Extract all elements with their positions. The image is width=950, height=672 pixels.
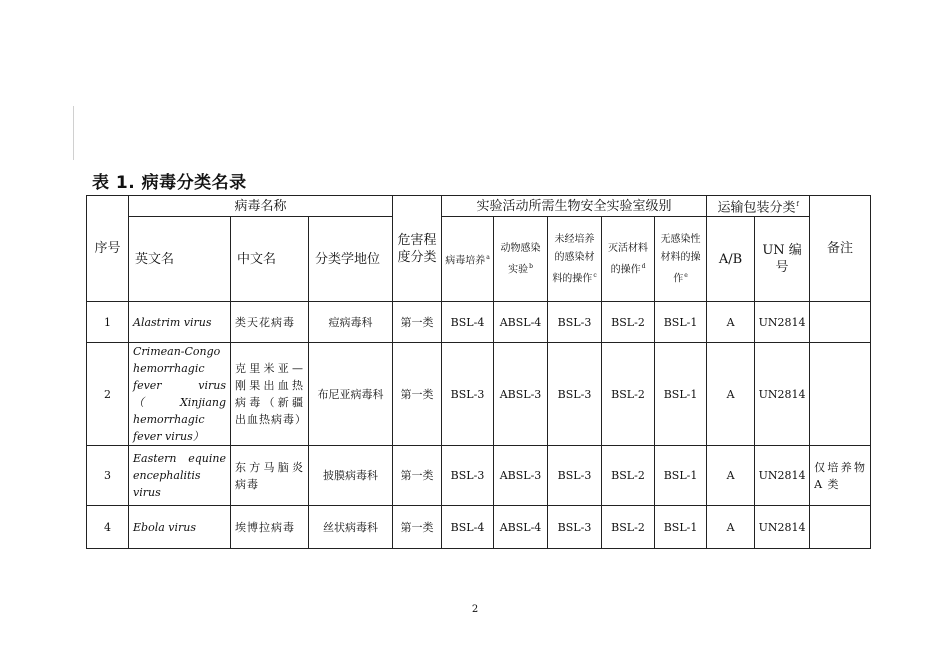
- cell-english-name: Alastrim virus: [129, 302, 231, 343]
- header-chinese-name: 中文名: [231, 217, 309, 302]
- cell-ab: A: [707, 343, 755, 446]
- cell-uncultured: BSL-3: [548, 302, 602, 343]
- header-hazard: 危害程度分类: [393, 196, 442, 302]
- header-culture: [442, 217, 494, 302]
- header-lab-level: 实验活动所需生物安全实验室级别: [442, 196, 707, 217]
- footnote-f: f: [796, 201, 799, 208]
- footnote-b: b: [529, 262, 533, 270]
- virus-table: [86, 195, 871, 549]
- cell-un: UN2814: [755, 506, 810, 549]
- cell-ab: A: [707, 446, 755, 506]
- header-noninfectious-label: 无感染性材料的操作: [660, 233, 701, 284]
- header-uncultured-label: 未经培养的感染材料的操作: [552, 233, 595, 284]
- cell-hazard: 第一类: [393, 302, 442, 343]
- cell-chinese-name: 东方马脑炎病毒: [231, 446, 309, 506]
- cell-animal: ABSL-4: [494, 302, 548, 343]
- cell-un: UN2814: [755, 446, 810, 506]
- cell-hazard: 第一类: [393, 506, 442, 549]
- cell-noninfectious: BSL-1: [655, 506, 707, 549]
- cell-inactivated: BSL-2: [602, 506, 655, 549]
- cell-ab: A: [707, 506, 755, 549]
- cell-no: 4: [87, 506, 129, 549]
- footnote-e: e: [684, 271, 688, 279]
- header-animal-label: 动物感染实验: [500, 242, 541, 275]
- header-inactivated: [602, 217, 655, 302]
- cell-culture: BSL-3: [442, 446, 494, 506]
- cell-english-name: Eastern equine encephalitis virus: [129, 446, 231, 506]
- header-noninfectious: [655, 217, 707, 302]
- cell-remark: 仅培养物 A 类: [810, 446, 871, 506]
- cell-culture: BSL-4: [442, 506, 494, 549]
- header-ab: A/B: [707, 217, 755, 302]
- cell-inactivated: BSL-2: [602, 302, 655, 343]
- table-row: [87, 343, 871, 446]
- table-row: [87, 446, 871, 506]
- cell-english-name: Crimean-Congo hemorrhagic fever virus （Xinjiang hemorrhagic fever virus）: [129, 343, 231, 446]
- cell-un: UN2814: [755, 343, 810, 446]
- footnote-d: d: [641, 262, 646, 270]
- cell-remark: [810, 302, 871, 343]
- cell-noninfectious: BSL-1: [655, 446, 707, 506]
- cell-inactivated: BSL-2: [602, 343, 655, 446]
- cell-un: UN2814: [755, 302, 810, 343]
- cell-animal: ABSL-3: [494, 446, 548, 506]
- header-culture-label: 病毒培养: [445, 254, 486, 266]
- header-transport-label: 运输包装分类: [717, 200, 796, 216]
- cell-uncultured: BSL-3: [548, 343, 602, 446]
- header-english-name: 英文名: [129, 217, 231, 302]
- cell-taxonomy: 丝状病毒科: [309, 506, 393, 549]
- cell-noninfectious: BSL-1: [655, 343, 707, 446]
- cell-hazard: 第一类: [393, 343, 442, 446]
- header-transport: [707, 196, 810, 217]
- table-title: 表 1. 病毒分类名录: [92, 173, 247, 193]
- cell-uncultured: BSL-3: [548, 506, 602, 549]
- header-taxonomy: 分类学地位: [309, 217, 393, 302]
- cell-chinese-name: 类天花病毒: [231, 302, 309, 343]
- table-row: [87, 506, 871, 549]
- cell-inactivated: BSL-2: [602, 446, 655, 506]
- header-uncultured: [548, 217, 602, 302]
- cell-no: 2: [87, 343, 129, 446]
- header-inactivated-label: 灭活材料的操作: [608, 242, 648, 275]
- cell-chinese-name: 克里米亚—刚果出血热病毒（新疆出血热病毒）: [231, 343, 309, 446]
- header-virus-name: 病毒名称: [129, 196, 393, 217]
- header-index: 序号: [87, 196, 129, 302]
- cell-no: 3: [87, 446, 129, 506]
- header-un: UN 编号: [755, 217, 810, 302]
- footnote-a: a: [486, 253, 490, 261]
- cell-uncultured: BSL-3: [548, 446, 602, 506]
- page-number: 2: [471, 604, 479, 615]
- cell-taxonomy: 布尼亚病毒科: [309, 343, 393, 446]
- cell-no: 1: [87, 302, 129, 343]
- cell-hazard: 第一类: [393, 446, 442, 506]
- margin-mark: [73, 106, 74, 160]
- cell-culture: BSL-3: [442, 343, 494, 446]
- header-remark: 备注: [810, 196, 871, 302]
- cell-chinese-name: 埃博拉病毒: [231, 506, 309, 549]
- cell-noninfectious: BSL-1: [655, 302, 707, 343]
- header-animal: [494, 217, 548, 302]
- cell-taxonomy: 披膜病毒科: [309, 446, 393, 506]
- cell-english-name: Ebola virus: [129, 506, 231, 549]
- cell-animal: ABSL-3: [494, 343, 548, 446]
- cell-culture: BSL-4: [442, 302, 494, 343]
- cell-animal: ABSL-4: [494, 506, 548, 549]
- cell-taxonomy: 痘病毒科: [309, 302, 393, 343]
- cell-remark: [810, 506, 871, 549]
- footnote-c: c: [593, 271, 597, 279]
- cell-remark: [810, 343, 871, 446]
- cell-ab: A: [707, 302, 755, 343]
- table-row: [87, 302, 871, 343]
